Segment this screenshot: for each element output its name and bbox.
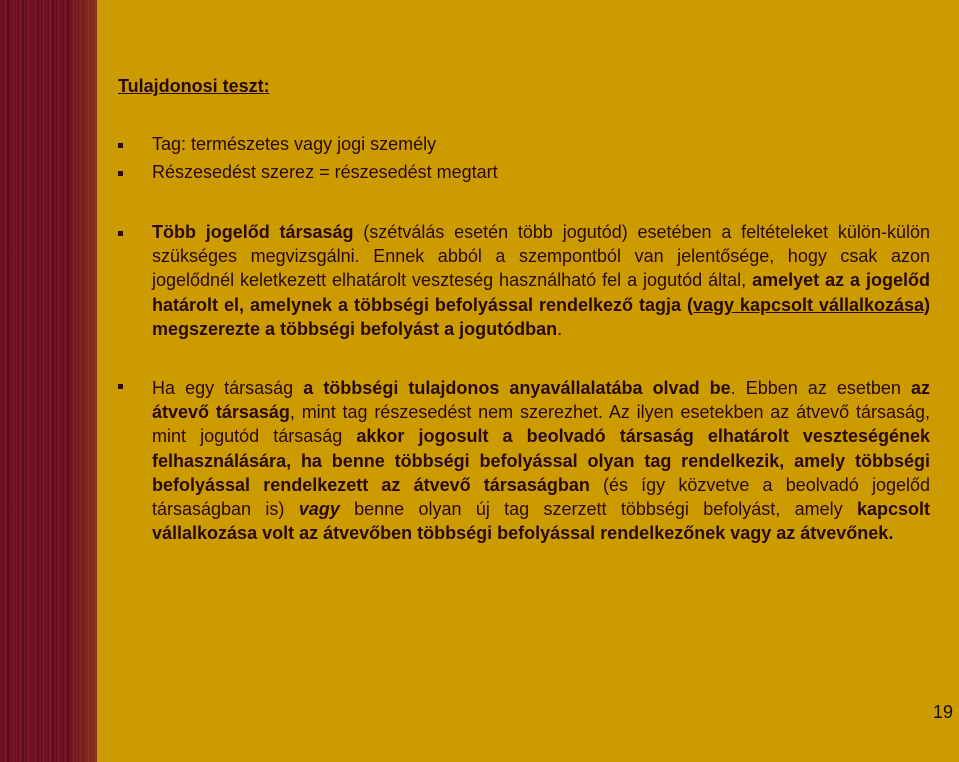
emphasis-text: Több jogelőd társaság [152,222,354,242]
bullet-item-3 [152,220,930,341]
emphasis-text: kapcsolt vállalkozása volt az átvevőben többségi befolyással rendelkezőnek vagy az átvevőnek. [152,499,930,544]
underlined-emphasis-text: (vagy kapcsolt vállalkozása) [686,294,930,315]
bullet-icon [118,171,126,179]
italic-emphasis-text: vagy [298,499,340,520]
emphasis-text: az átvevő társaság [152,378,930,423]
page-number: 19 [932,702,953,722]
bullet-icon [118,384,126,392]
emphasis-text: akkor jogosult a beolvadó társaság elhatárolt veszteségének felhasználására, ha benne többségi befolyással olyan tag rendelkezik, amely többségi befolyással rendelkezett az átvevő társaságban [152,426,930,495]
body-text: (és így közvetve a beolvadó jogelőd társaságban is) [152,474,931,520]
emphasis-text: a többségi tulajdonos anyavállalatába olvad be [303,378,731,398]
bullet-item-4 [152,376,930,545]
emphasis-text: megszerezte a többségi befolyást a jogutódban [152,318,558,339]
body-text: . [557,318,563,339]
body-text: Ha egy társaság [152,378,304,398]
slide-title: Tulajdonosi teszt: [118,76,270,96]
bullet-item-1: Tag: természetes vagy jogi személy [152,134,437,154]
body-text: , mint tag részesedést nem szerezhet. Az ilyen esetekben az átvevő társaság, mint jogutód társaság [152,402,930,447]
body-text: benne olyan új tag szerzett többségi befolyást, amely [339,499,857,520]
bullet-icon [118,143,126,151]
emphasis-text: amelyet az a jogelőd határolt el, amelynek a többségi befolyással rendelkező tagja [152,270,931,315]
decorative-side-stripe [0,0,97,762]
bullet-item-2: Részesedést szerez = részesedést megtart [152,162,498,182]
body-text: . Ebben az esetben [730,378,911,398]
bullet-icon [118,231,126,239]
body-text: (szétválás esetén több jogutód) esetében a feltételeket külön-külön szükséges megvizsgálni. Ennek abból a szempontból van jelentősége, hogy csak azon jogelődnél keletkezett elhatárolt veszteség használható fel a jogutód által, [152,222,930,291]
slide-content [118,0,932,762]
